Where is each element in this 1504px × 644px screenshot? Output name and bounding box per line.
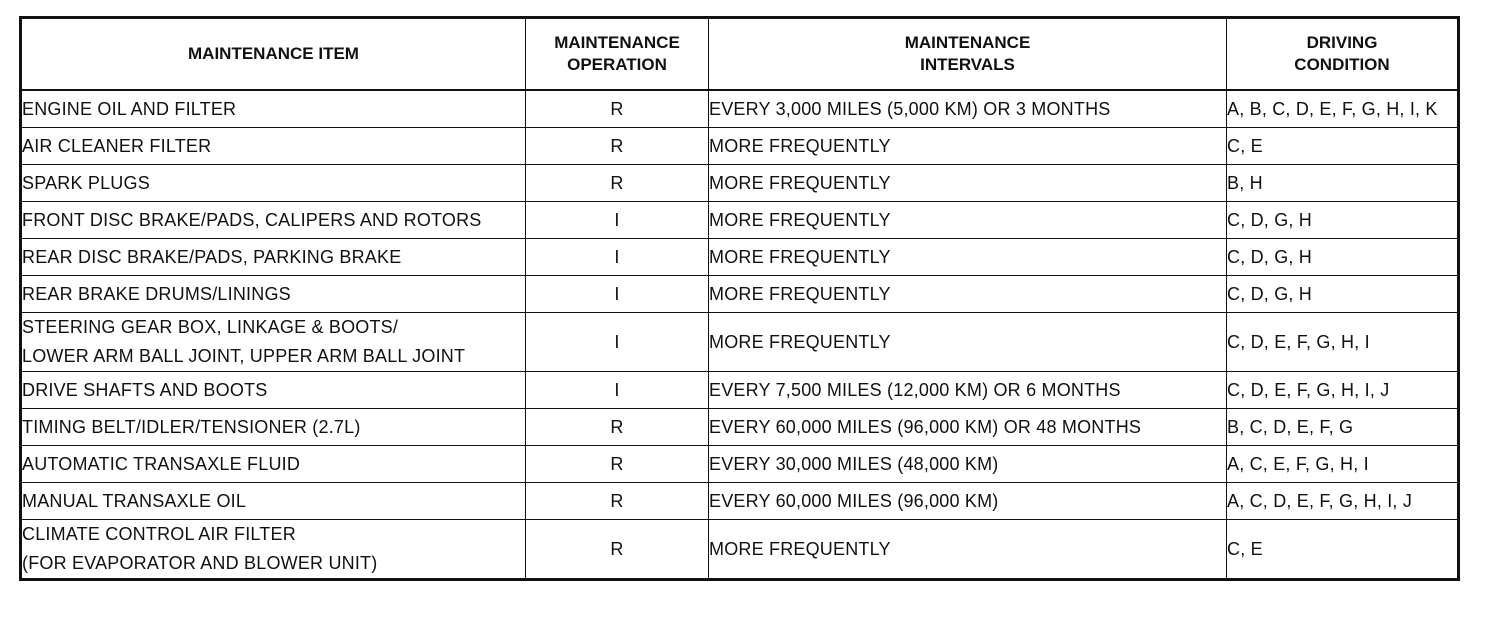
header-operation-line2: OPERATION [567,55,667,74]
row-operation: R [526,128,709,165]
row-operation: R [526,90,709,128]
table-row [21,165,1459,202]
row-condition: C, D, E, F, G, H, I, J [1227,372,1459,409]
row-operation: I [526,239,709,276]
row-item-line1: STEERING GEAR BOX, LINKAGE & BOOTS/ [22,317,399,337]
row-condition: C, E [1227,128,1459,165]
header-condition-line2: CONDITION [1294,55,1390,74]
row-operation: R [526,409,709,446]
row-interval: EVERY 30,000 MILES (48,000 KM) [709,446,1227,483]
row-item: SPARK PLUGS [21,165,526,202]
row-item [21,520,526,580]
row-interval: MORE FREQUENTLY [709,276,1227,313]
row-condition: B, C, D, E, F, G [1227,409,1459,446]
header-operation-line1: MAINTENANCE [554,33,680,52]
row-item-line2: (FOR EVAPORATOR AND BLOWER UNIT) [22,553,378,573]
row-interval: EVERY 60,000 MILES (96,000 KM) [709,483,1227,520]
row-condition: A, C, D, E, F, G, H, I, J [1227,483,1459,520]
row-operation: R [526,446,709,483]
table-row [21,520,1459,580]
row-item: AUTOMATIC TRANSAXLE FLUID [21,446,526,483]
row-interval: MORE FREQUENTLY [709,520,1227,580]
row-item: ENGINE OIL AND FILTER [21,90,526,128]
row-item: TIMING BELT/IDLER/TENSIONER (2.7L) [21,409,526,446]
table-row [21,372,1459,409]
row-item: REAR BRAKE DRUMS/LININGS [21,276,526,313]
row-item: DRIVE SHAFTS AND BOOTS [21,372,526,409]
table-row [21,276,1459,313]
row-condition: C, D, G, H [1227,276,1459,313]
row-item: REAR DISC BRAKE/PADS, PARKING BRAKE [21,239,526,276]
row-operation: R [526,483,709,520]
row-condition: A, B, C, D, E, F, G, H, I, K [1227,90,1459,128]
row-interval: MORE FREQUENTLY [709,313,1227,372]
row-interval: MORE FREQUENTLY [709,165,1227,202]
table-row [21,409,1459,446]
row-interval: EVERY 7,500 MILES (12,000 KM) OR 6 MONTHS [709,372,1227,409]
row-operation: R [526,520,709,580]
row-interval: EVERY 60,000 MILES (96,000 KM) OR 48 MONTHS [709,409,1227,446]
table-row [21,239,1459,276]
row-condition: C, D, E, F, G, H, I [1227,313,1459,372]
row-operation: I [526,202,709,239]
row-condition: C, E [1227,520,1459,580]
row-operation: I [526,276,709,313]
row-condition: C, D, G, H [1227,202,1459,239]
header-intervals-line1: MAINTENANCE [904,33,1031,52]
row-operation: R [526,165,709,202]
header-condition-line1: DRIVING [1306,33,1378,52]
header-maintenance-operation [526,18,709,91]
header-maintenance-intervals [709,18,1227,91]
table-row [21,483,1459,520]
row-condition: C, D, G, H [1227,239,1459,276]
row-interval: EVERY 3,000 MILES (5,000 KM) OR 3 MONTHS [709,90,1227,128]
header-driving-condition [1227,18,1459,91]
row-item-line2: LOWER ARM BALL JOINT, UPPER ARM BALL JOINT [22,346,466,366]
table-row [21,202,1459,239]
header-maintenance-item [21,18,526,91]
header-item-label: MAINTENANCE ITEM [188,44,359,63]
row-interval: MORE FREQUENTLY [709,202,1227,239]
header-intervals-line2: INTERVALS [920,55,1015,74]
row-item [21,313,526,372]
row-item: FRONT DISC BRAKE/PADS, CALIPERS AND ROTORS [21,202,526,239]
row-condition: B, H [1227,165,1459,202]
row-operation: I [526,372,709,409]
row-item: AIR CLEANER FILTER [21,128,526,165]
table-row [21,90,1459,128]
row-item-line1: CLIMATE CONTROL AIR FILTER [22,524,296,544]
header-row [21,18,1459,91]
row-interval: MORE FREQUENTLY [709,128,1227,165]
row-item: MANUAL TRANSAXLE OIL [21,483,526,520]
row-interval: MORE FREQUENTLY [709,239,1227,276]
maintenance-schedule-sheet [19,16,1460,581]
row-condition: A, C, E, F, G, H, I [1227,446,1459,483]
table-row [21,313,1459,372]
row-operation: I [526,313,709,372]
maintenance-table [19,16,1460,581]
table-row [21,128,1459,165]
table-row [21,446,1459,483]
